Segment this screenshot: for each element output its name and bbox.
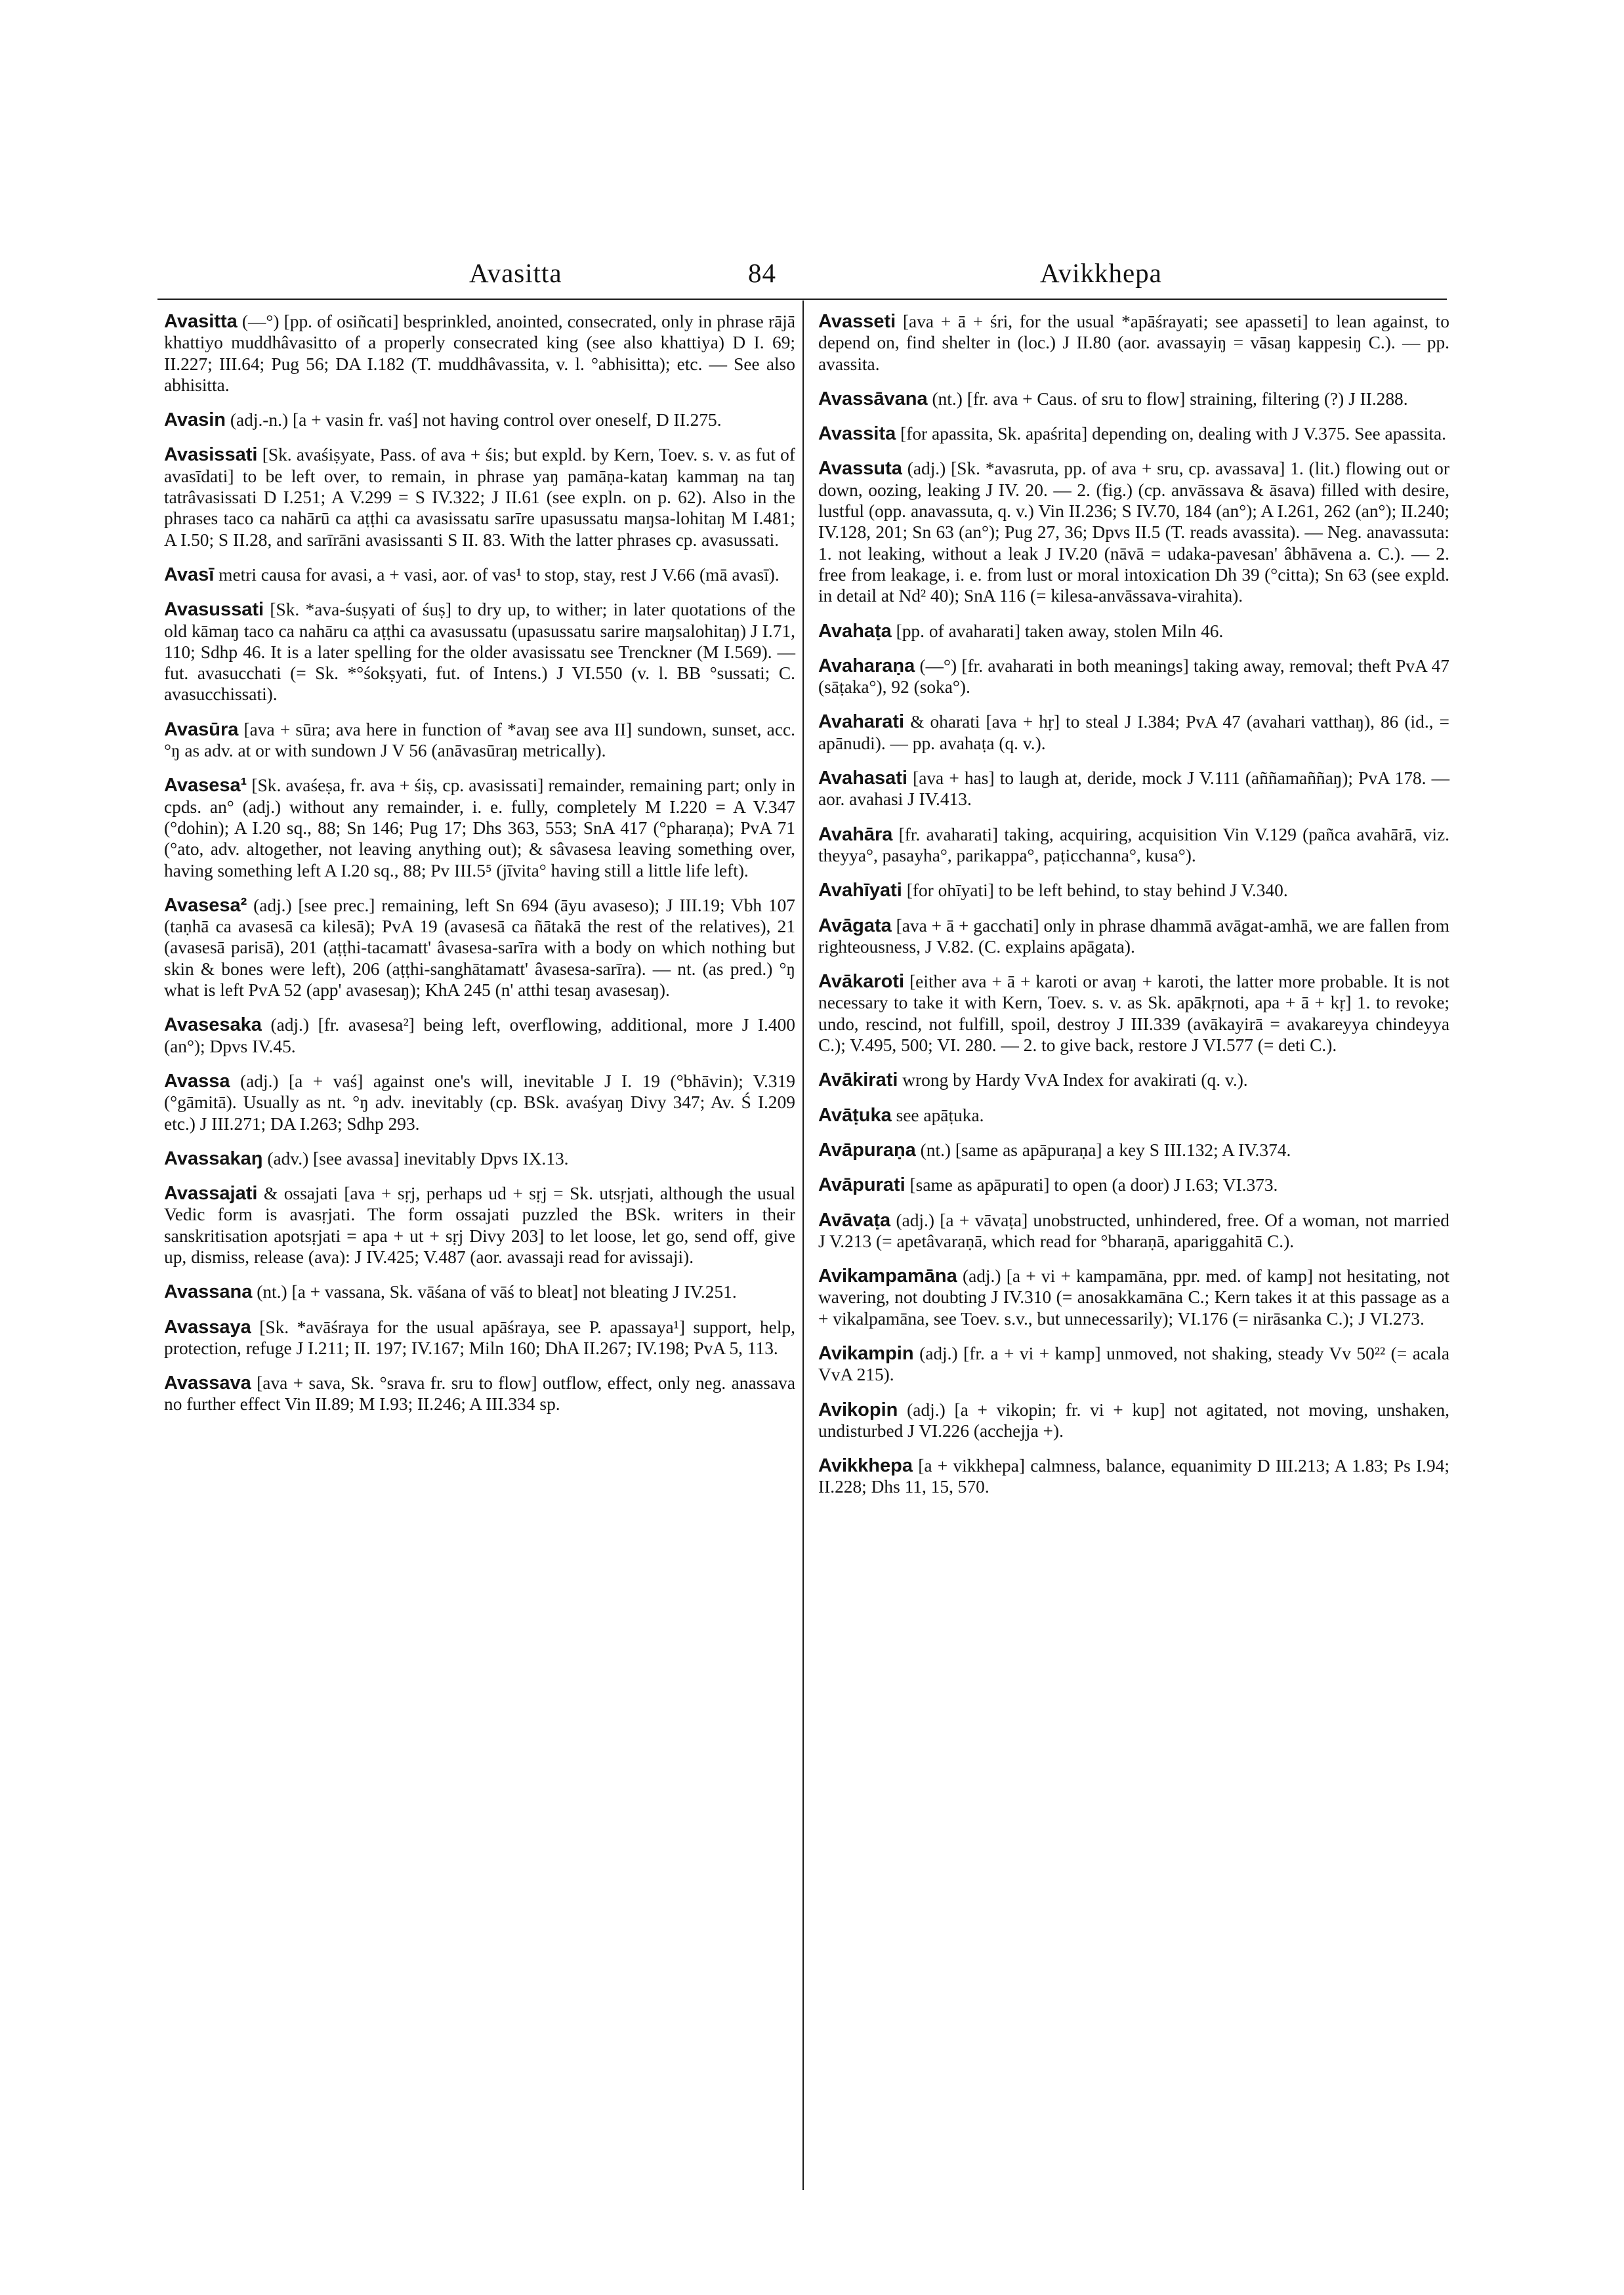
entry-headword: Avassa [164,1070,230,1092]
entry-headword: Avassajati [164,1183,258,1205]
entry-definition: (adv.) [see avassa] inevitably Dpvs IX.13. [262,1148,569,1168]
entry-headword: Avasseti [818,311,896,332]
entry-headword: Avassava [164,1373,251,1394]
dictionary-entry [164,775,795,880]
entry-definition: [ava + ā + gacchati] only in phrase dhammā avāgat-amhā, we are fallen from righteousness, J V.82. (C. explains apāgata). [818,915,1449,957]
column-divider [802,300,804,2190]
entry-headword: Avāpuraṇa [818,1139,916,1161]
entry-definition: [Sk. avaśeṣa, fr. ava + śiṣ, cp. avasissati] remainder, remaining part; only in cpds. an° (adj.) without any remainder, i. e. fully, completely M I.220 = A V.347 (°dohin); A I.20 sq., 88; Sn 146; Pug 17; Dhs 363, 553; SnA 417 (°pharaṇa); PvA 71 (°ato, adv. altogether, not leaving anything out); & sâvasesa leaving something over, having something left A I.20 sq., 88; Pv III.5⁵ (jīvita° having still a little life left). [164,775,795,880]
entry-headword: Avasesa² [164,894,247,916]
entry-headword: Avasī [164,564,215,585]
dictionary-entry [164,599,795,705]
dictionary-entry [818,1069,1449,1090]
dictionary-entry [164,895,795,1001]
entry-definition: (adj.) [a + vāvaṭa] unobstructed, unhindered, free. Of a woman, not married J V.213 (= apetâvaraṇā, which read for °bharaṇā, apariggahitā C.). [818,1210,1449,1251]
entry-definition: (adj.) [see prec.] remaining, left Sn 694 (āyu avaseso); J III.19; Vbh 107 (taṇhā ca avasesā ca kilesā); PvA 19 (avasesā ca ñātakā the rest of the relatives), 21 (avasesā parisā), 201 (aṭṭhi-tacamatt' âvasesa-sarīra with a body on which nothing but skin & bones were left), 206 (aṭṭhi-sanghātamatt' âvasesa-sarīra). — nt. (as pred.) °ŋ what is left PvA 52 (app' avasesaŋ); KhA 245 (n' atthi tesaŋ avasesaŋ). [164,895,795,1001]
entry-headword: Avikkhepa [818,1455,913,1477]
entry-headword: Avāgata [818,915,892,936]
entry-definition: [ava + sūra; ava here in function of *avaŋ see ava II] sundown, sunset, acc. °ŋ as adv. at or with sundown J V 56 (anāvasūraŋ metrically). [164,719,795,761]
entry-definition: see apāṭuka. [891,1105,984,1125]
entry-definition: metri causa for avasi, a + vasi, aor. of vas¹ to stop, stay, rest J V.66 (mā avasī). [214,564,780,585]
entry-definition: [same as apāpurati] to open (a door) J I.63; VI.373. [905,1175,1278,1195]
entry-definition: [for apassita, Sk. apaśrita] depending on, dealing with J V.375. See apassita. [896,424,1447,444]
entry-definition: (adj.) [a + vi + kampamāna, ppr. med. of kamp] not hesitating, not wavering, not doubting J IV.310 (= anosakkamāna C.; Kern takes it at this passage as a + vikalpamāna, see Toev. s.v., but unnecessarily); VI.176 (= nirāsanka C.); J VI.273. [818,1266,1449,1329]
dictionary-entry [818,1174,1449,1195]
entry-headword: Avassāvana [818,388,928,409]
dictionary-entry [164,409,795,430]
dictionary-entry [164,1281,795,1302]
entry-definition: (adj.-n.) [a + vasin fr. vaś] not having control over oneself, D II.275. [226,410,722,430]
entry-definition: & oharati [ava + hṛ] to steal J I.384; PvA 47 (avahari vatthaŋ), 86 (id., = apānudi). — pp. avahaṭa (q. v.). [818,712,1449,753]
entry-headword: Avasussati [164,599,264,621]
entry-definition: [pp. of avaharati] taken away, stolen Miln 46. [891,621,1224,641]
entry-headword: Avassana [164,1281,253,1303]
entry-headword: Avākaroti [818,971,905,993]
entry-headword: Avāpurati [818,1174,906,1196]
dictionary-entry [164,444,795,550]
dictionary-entry [164,1148,795,1169]
dictionary-entry [164,311,795,396]
entry-headword: Avasesa¹ [164,775,247,796]
dictionary-entry [164,1183,795,1268]
entry-definition: [a + vikkhepa] calmness, balance, equanimity D III.213; A 1.83; Ps I.94; II.228; Dhs 11, 15, 570. [818,1456,1449,1497]
dictionary-entry [818,711,1449,754]
entry-headword: Avāṭuka [818,1104,892,1126]
entry-headword: Avasissati [164,444,258,466]
dictionary-entry [818,1105,1449,1126]
entry-definition: [for ohīyati] to be left behind, to stay behind J V.340. [902,880,1288,901]
page-number: 84 [748,258,776,288]
dictionary-entry [164,1014,795,1057]
running-head-right: Avikkhepa [1040,258,1162,288]
dictionary-entry [818,311,1449,375]
entry-definition: [ava + ā + śri, for the usual *apāśrayati; see apasseti] to lean against, to depend on, find shelter in (loc.) J II.80 (aor. avassayiŋ = vāsaŋ kappesiŋ C.). — pp. avassita. [818,312,1449,374]
running-head-left: Avasitta [469,258,562,288]
dictionary-entry [818,1343,1449,1386]
dictionary-entry [818,880,1449,901]
dictionary-entry [818,1266,1449,1329]
entry-headword: Avaharaṇa [818,655,915,676]
entry-definition: (nt.) [same as apāpuraṇa] a key S III.132; A IV.374. [915,1140,1291,1160]
entry-headword: Avasūra [164,718,239,740]
entry-headword: Avāvaṭa [818,1209,891,1231]
entry-definition: [either ava + ā + karoti or avaŋ + karoti, the latter more probable. It is not necessary to take it with Kern, Toev. s. v. as Sk. apākṛnoti, apa + ā + kṛ] 1. to revoke; undo, rescind, not fulfill, spoil, destroy J III.339 (avākayirā = avakareyya chindeyya C.); V.495, 500; VI. 280. — 2. to give back, restore J VI.577 (= deti C.). [818,972,1449,1056]
dictionary-entry [818,824,1449,867]
entry-headword: Avikampin [818,1342,914,1364]
dictionary-entry [164,1317,795,1359]
header-rule [157,299,1447,300]
entry-definition: (adj.) [fr. avasesa²] being left, overflowing, additional, more J I.400 (an°); Dpvs IV.45. [164,1015,795,1056]
entry-headword: Avasin [164,409,226,431]
entry-definition: (adj.) [a + vaś] against one's will, inevitable J I. 19 (°bhāvin); V.319 (°gāmitā). Usually as nt. °ŋ adv. inevitably (cp. BSk. avaśyaŋ Divy 347; Av. Ś I.209 etc.) J III.271; DA I.263; Sdhp 293. [164,1071,795,1134]
entry-headword: Avassaya [164,1316,251,1338]
dictionary-entry [164,564,795,585]
entry-definition: [Sk. *avāśraya for the usual apāśraya, see P. apassaya¹] support, help, protection, refuge J I.211; II. 197; IV.167; Miln 160; DhA II.267; IV.198; PvA 5, 113. [164,1317,795,1358]
entry-definition: (nt.) [a + vassana, Sk. vāśana of vāś to bleat] not bleating J IV.251. [252,1282,737,1302]
entry-definition: (adj.) [Sk. *avasruta, pp. of ava + sru, cp. avassava] 1. (lit.) flowing out or down, oozing, leaking J IV. 20. — 2. (fig.) (cp. anvāssava & āsava) filled with desire, lustful (opp. anavassuta, q. v.) Vin II.236; S IV.70, 184 (an°); A I.261, 262 (an°); II.240; IV.128, 201; Sn 63 (an°); Pug 27, 36; Dpvs II.5 (T. reads avassita). — Neg. anavassuta: 1. not leaking, without a leak J IV.20 (nāvā = udaka-pavesan' âbhāvena a. C.). — 2. free from leakage, i. e. from lust or moral intoxication Dh 39 (°citta); Sn 63 (see expld. in detail at Nd² 40); SnA 116 (= kilesa-anvāssava-virahita). [818,459,1449,606]
entry-headword: Avākirati [818,1069,898,1091]
dictionary-entry [818,458,1449,606]
entry-definition: [ava + has] to laugh at, deride, mock J V.111 (aññamaññaŋ); PvA 178. — aor. avahasi J IV.413. [818,768,1449,810]
dictionary-entry [818,971,1449,1056]
dictionary-entry [818,388,1449,409]
entry-headword: Avahāra [818,823,893,845]
entry-headword: Avassakaŋ [164,1148,263,1169]
entry-definition: (—°) [pp. of osiñcati] besprinkled, anointed, consecrated, only in phrase rājā khattiyo muddhâvasitto of a properly consecrated king (see also khattiya) D I. 69; II.227; III.64; Pug 56; DA I.182 (T. muddhâvassita, v. l. °abhisitta); etc. — See also abhisitta. [164,312,795,395]
dictionary-entry [818,768,1449,810]
dictionary-entry [818,1140,1449,1161]
entry-definition: [fr. avaharati] taking, acquiring, acquisition Vin V.129 (pañca avahārā, viz. theyya°, pasayha°, parikappa°, paṭicchanna°, kusa°). [818,824,1449,865]
entry-headword: Avassuta [818,458,902,480]
entry-headword: Avassita [818,423,896,445]
dictionary-entry [818,621,1449,642]
entry-definition: [Sk. avaśiṣyate, Pass. of ava + śis; but expld. by Kern, Toev. s. v. as fut of avasīdati] to be left over, to remain, in phrase yaŋ pamāṇa-kataŋ kammaŋ na taŋ tatrâvasissati D I.251; A V.299 = S IV.322; J II.61 (see expln. on p. 62). Also in the phrases taco ca nahārū ca aṭṭhi ca avasissatu sarīre upasussatu maŋsa-lohitaŋ M I.481; A I.50; S II.28, and sarīrāni avasissanti S II. 83. With the latter phrases cp. avasussati. [164,445,795,550]
entry-definition: (adj.) [a + vikopin; fr. vi + kup] not agitated, not moving, unshaken, undisturbed J VI.226 (acchejja +). [818,1399,1449,1441]
entry-definition: (adj.) [fr. a + vi + kamp] unmoved, not shaking, steady Vv 50²² (= acala VvA 215). [818,1343,1449,1385]
running-head [157,257,1447,297]
dictionary-entry [818,655,1449,698]
dictionary-entry [818,915,1449,958]
entry-headword: Avikampamāna [818,1266,957,1287]
entry-definition: & ossajati [ava + sṛj, perhaps ud + sṛj = Sk. utsṛjati, although the usual Vedic form is avasṛjati. The form ossajati puzzled the BSk. writers in their sanskritisation apotsṛjati = apa + ut + sṛj Divy 203] to let loose, let go, send off, give up, dismiss, release (ava): J IV.425; V.487 (aor. avassaji read for avissaji). [164,1184,795,1267]
dictionary-entry [818,1210,1449,1252]
left-column [164,311,795,1429]
entry-definition: (nt.) [fr. ava + Caus. of sru to flow] straining, filtering (?) J II.288. [927,388,1408,409]
entry-definition: wrong by Hardy VvA Index for avakirati (q. v.). [898,1070,1248,1090]
dictionary-entry [164,1373,795,1415]
entry-headword: Avaharati [818,711,905,733]
dictionary-entry [164,1071,795,1134]
dictionary-entry [164,719,795,762]
dictionary-entry [818,1455,1449,1498]
entry-headword: Avahasati [818,768,907,789]
entry-headword: Avasesaka [164,1014,262,1036]
right-column [818,311,1449,1512]
dictionary-entry [818,1399,1449,1442]
entry-headword: Avahīyati [818,880,902,901]
entry-definition: [ava + sava, Sk. °srava fr. sru to flow] outflow, effect, only neg. anassava no further effect Vin II.89; M I.93; II.246; A III.334 sp. [164,1373,795,1415]
dictionary-entry [818,423,1449,444]
entry-definition: [Sk. *ava-śuṣyati of śuṣ] to dry up, to wither; in later quotations of the old kāmaŋ taco ca nahāru ca aṭṭhi ca avasussatu (upasussatu sarire maŋsalohitaŋ) J I.71, 110; Sdhp 46. It is a later spelling for the older avasissatu see Trenckner (M I.569). — fut. avasucchati (= Sk. *°śokṣyati, fut. of Intens.) J VI.550 (v. l. BB °sussati; C. avasucchissati). [164,600,795,705]
entry-definition: (—°) [fr. avaharati in both meanings] taking away, removal; theft PvA 47 (sāṭaka°), 92 (soka°). [818,655,1449,697]
entry-headword: Avikopin [818,1399,898,1420]
entry-headword: Avasitta [164,311,238,332]
entry-headword: Avahaṭa [818,620,892,642]
